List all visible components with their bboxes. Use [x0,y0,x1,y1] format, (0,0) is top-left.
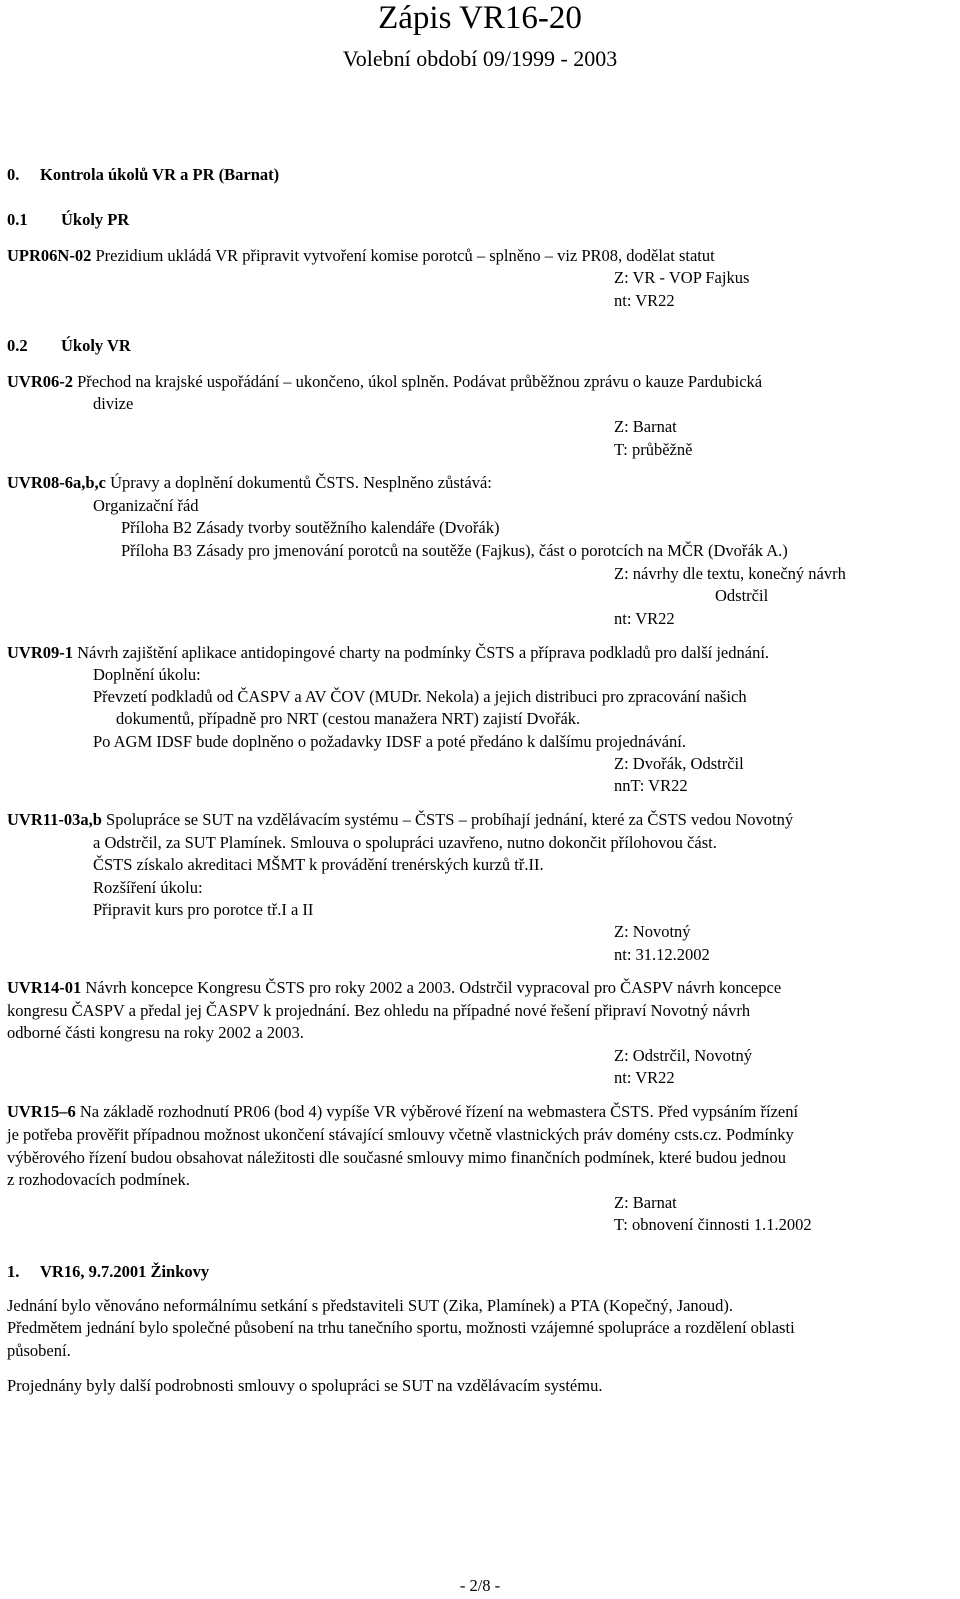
task-uvr08-line-2: Organizační řád [93,496,199,515]
task-uvr11-line-2: a Odstrčil, za SUT Plamínek. Smlouva o spolupráci uzavřeno, nutno dokončit přílohovou část. [93,833,717,852]
task-uvr09-responsible: Z: Dvořák, Odstrčil [614,754,744,773]
section-0-1-heading: Úkoly PR [61,210,130,229]
paragraph-1-line-2: Předmětem jednání bylo společné působení na trhu tanečního sportu, možnosti vzájemné spolupráce a rozdělení oblasti [7,1318,795,1337]
task-uvr14-line-2: kongresu ČASPV a předal jej ČASPV k projednání. Bez ohledu na případné nové řešení připraví Novotný návrh [7,1001,751,1020]
task-uvr06-deadline: T: průběžně [614,440,693,459]
page-number: - 2/8 - [459,1576,501,1595]
task-code: UVR14-01 [7,978,82,997]
section-1-number: 1. [7,1262,20,1281]
task-uvr14-responsible: Z: Odstrčil, Novotný [614,1046,752,1065]
task-uvr15-line-4: z rozhodovacích podmínek. [7,1170,190,1189]
section-0-2-heading: Úkoly VR [61,336,131,355]
task-uvr11-line-5: Připravit kurs pro porotce tř.I a II [93,900,314,919]
task-uvr09-deadline: nnT: VR22 [614,776,688,795]
task-uvr15-deadline: T: obnovení činnosti 1.1.2002 [614,1215,812,1234]
task-uvr11-line-3: ČSTS získalo akreditaci MŠMT k provádění trenérských kurzů tř.II. [93,855,544,874]
task-uvr11-line-4: Rozšíření úkolu: [93,878,203,897]
section-1-heading: VR16, 9.7.2001 Žinkovy [40,1262,210,1281]
section-0-heading: Kontrola úkolů VR a PR (Barnat) [40,165,280,184]
paragraph-1-line-1: Jednání bylo věnováno neformálnímu setkání s představiteli SUT (Zika, Plamínek) a PTA (Kopečný, Janoud). [7,1296,734,1315]
task-upr06-line-1: UPR06N-02 Prezidium ukládá VR připravit vytvoření komise porotců – splněno – viz PR08, dodělat statut [7,246,715,265]
task-code: UVR11-03a,b [7,810,102,829]
task-uvr08-line-1: UVR08-6a,b,c Úpravy a doplnění dokumentů ČSTS. Nesplněno zůstává: [7,473,492,492]
task-uvr06-line-1: UVR06-2 Přechod na krajské uspořádání – ukončeno, úkol splněn. Podávat průběžnou zprávu o kauze Pardubická [7,372,763,391]
task-uvr11-line-1: UVR11-03a,b Spolupráce se SUT na vzdělávacím systému – ČSTS – probíhají jednání, které za ČSTS vedou Novotný [7,810,794,829]
paragraph-2: Projednány byly další podrobnosti smlouvy o spolupráci se SUT na vzdělávacím systému. [7,1376,603,1395]
task-uvr06-line-2: divize [93,394,134,413]
task-uvr09-line-5: Po AGM IDSF bude doplněno o požadavky IDSF a poté předáno k dalšímu projednávání. [93,732,687,751]
task-code: UVR06-2 [7,372,73,391]
task-uvr15-line-1: UVR15–6 Na základě rozhodnutí PR06 (bod 4) vypíše VR výběrové řízení na webmastera ČSTS. Před vypsáním řízení [7,1102,799,1121]
task-code: UVR08-6a,b,c [7,473,106,492]
task-uvr09-line-4: dokumentů, případně pro NRT (cestou manažera NRT) zajistí Dvořák. [116,709,581,728]
task-code: UPR06N-02 [7,246,92,265]
task-uvr15-line-3: výběrového řízení budou obsahovat náležitosti dle současné smlouvy mimo finančních podmínek, které budou jednou [7,1148,786,1167]
section-0-number: 0. [7,165,20,184]
task-uvr09-line-2: Doplnění úkolu: [93,665,201,684]
task-uvr11-deadline: nt: 31.12.2002 [614,945,710,964]
task-uvr06-responsible: Z: Barnat [614,417,677,436]
task-uvr14-deadline: nt: VR22 [614,1068,675,1087]
task-uvr08-responsible-name: Odstrčil [715,586,769,605]
section-0-2-number: 0.2 [7,336,28,355]
paragraph-1-line-3: působení. [7,1341,71,1360]
task-uvr15-line-2: je potřeba prověřit případnou možnost ukončení stávající smlouvy včetně vlastnických práv domény csts.cz. Podmínky [7,1125,794,1144]
task-uvr09-line-1: UVR09-1 Návrh zajištění aplikace antidopingové charty na podmínky ČSTS a příprava podkladů pro další jednání. [7,643,770,662]
task-uvr08-line-3: Příloha B2 Zásady tvorby soutěžního kalendáře (Dvořák) [121,518,500,537]
task-uvr08-deadline: nt: VR22 [614,609,675,628]
task-code: UVR09-1 [7,643,73,662]
task-upr06-deadline: nt: VR22 [614,291,675,310]
document-subtitle: Volební období 09/1999 - 2003 [342,46,618,71]
task-uvr11-responsible: Z: Novotný [614,922,691,941]
task-code: UVR15–6 [7,1102,76,1121]
task-uvr15-responsible: Z: Barnat [614,1193,677,1212]
document-title: Zápis VR16-20 [378,0,582,36]
task-uvr08-responsible: Z: návrhy dle textu, konečný návrh [614,564,846,583]
task-uvr14-line-1: UVR14-01 Návrh koncepce Kongresu ČSTS pro roky 2002 a 2003. Odstrčil vypracoval pro ČASPV návrh koncepce [7,978,782,997]
task-uvr14-line-3: odborné části kongresu na roky 2002 a 2003. [7,1023,304,1042]
task-uvr09-line-3: Převzetí podkladů od ČASPV a AV ČOV (MUDr. Nekola) a jejich distribuci pro zpracování našich [93,687,747,706]
section-0-1-number: 0.1 [7,210,28,229]
task-upr06-responsible: Z: VR - VOP Fajkus [614,268,750,287]
task-uvr08-line-4: Příloha B3 Zásady pro jmenování porotců na soutěže (Fajkus), část o porotcích na MČR (Dvořák A.) [121,541,788,560]
